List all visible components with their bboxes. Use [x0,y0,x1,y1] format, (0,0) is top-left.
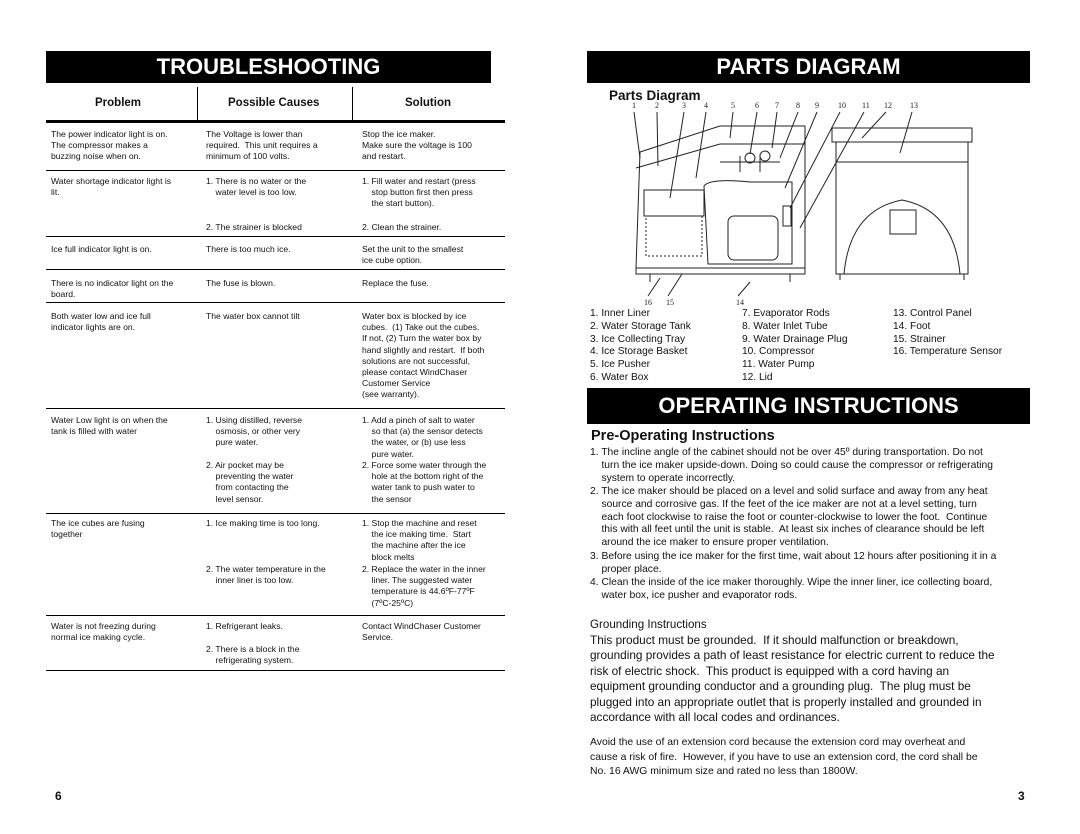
grounding-title: Grounding Instructions [590,618,707,631]
part-item: 11. Water Pump [742,359,815,371]
callout-label: 2 [655,101,659,110]
table-cell-cause: 1. Using distilled, reverse osmosis, or other very pure water. [206,415,303,448]
table-cell-solution: Stop the ice maker. Make sure the voltage is 100 and restart. [362,129,472,162]
part-item: 5. Ice Pusher [590,359,651,371]
parts-list-col2 [742,308,848,385]
callout-label: 5 [731,101,735,110]
part-item: 8. Water Inlet Tube [742,320,828,332]
part-item: 7. Evaporator Rods [742,308,830,319]
table-cell-cause: The fuse is blown. [206,278,276,288]
table-cell-solution: 1. Stop the machine and reset the ice making time. Start the machine after the ice block melts [362,518,477,562]
row-separator [46,670,505,671]
table-cell-problem: There is no indicator light on the board. [51,278,174,300]
parts-list-col3 [893,308,1002,359]
grounding-text: This product must be grounded. If it should malfunction or breakdown, grounding provides a path of least resistance for electric current to reduce the risk of electric shock. This product is equipped with a cord having an equipment grounding conductor and a grounding plug. The plug must be plugged into an appropriate outlet that is properly installed and grounded in accordance with all local codes and ordinances. [590,633,995,725]
extension-cord-text: Avoid the use of an extension cord because the extension cord may overheat and cause a risk of fire. However, if you have to use an extension cord, the cord shall be No. 16 AWG minimum size and rated no less than 1800W. [590,737,978,778]
part-item: 3. Ice Collecting Tray [590,333,686,345]
callout-label: 7 [775,101,779,110]
pre-op-item: 2. The ice maker should be placed on a level and solid surface and away from any heat source and corrosive gas. If the feet of the ice maker are not at a level setting, turn each foot clockwise to raise the foot or counter-clockwise to lower the foot. Continue this with all feet until the unit is stable. At least six inches of clearance should be left around the ice maker to ensure proper ventilation. [590,486,988,549]
table-cell-cause: 2. The strainer is blocked [206,222,302,232]
parts-diagram-title: Parts Diagram [609,88,701,103]
callout-label: 11 [862,101,870,110]
part-item: 2. Water Storage Tank [590,320,691,332]
callout-label: 9 [815,101,819,110]
part-item: 1. Inner Liner [590,308,651,319]
table-cell-solution: Water box is blocked by ice cubes. (1) Take out the cubes. If not, (2) Turn the water box by hand slightly and restart. If both solutions are not successful, please contact WindChaser Customer Service (see warranty). [362,311,485,400]
table-cell-solution: 2. Replace the water in the inner liner. The suggested water temperature is 44.6ºF-77ºF (7ºC-25ºC) [362,564,486,608]
row-separator [46,236,505,237]
table-cell-cause: There is too much ice. [206,244,291,254]
table-cell-solution: Set the unit to the smallest ice cube option. [362,244,464,266]
ice-maker-parts-illustration [600,98,1020,310]
troubleshooting-banner: TROUBLESHOOTING [46,51,491,83]
pre-op-item: 3. Before using the ice maker for the first time, wait about 12 hours after positioning it in a proper place. [590,551,997,575]
table-cell-cause: 2. Air pocket may be preventing the water from contacting the level sensor. [206,460,294,504]
header-rule [46,120,505,123]
header-possible-causes: Possible Causes [228,97,320,109]
callout-label: 14 [736,298,744,307]
operating-instructions-banner: OPERATING INSTRUCTIONS [587,388,1030,424]
part-item: 10. Compressor [742,346,815,358]
table-cell-problem: The power indicator light is on. The compressor makes a buzzing noise when on. [51,129,168,162]
row-separator [46,170,505,171]
pre-operating-title: Pre-Operating Instructions [591,428,775,444]
callout-label: 3 [682,101,686,110]
header-divider-1 [197,87,198,123]
table-cell-problem: Water is not freezing during normal ice making cycle. [51,621,156,643]
part-item: 4. Ice Storage Basket [590,346,688,358]
table-cell-problem: Ice full indicator light is on. [51,244,152,254]
part-item: 16. Temperature Sensor [893,346,1003,358]
pre-op-item: 4. Clean the inside of the ice maker thoroughly. Wipe the inner liner, ice collecting board, water box, ice pusher and evaporator rods. [590,577,993,601]
table-cell-cause: 2. There is a block in the refrigerating system. [206,644,300,666]
table-cell-solution: 2. Force some water through the hole at the bottom right of the water tank to push water to the sensor [362,460,487,504]
callout-label: 1 [632,101,636,110]
table-cell-cause: The Voltage is lower than required. This unit requires a minimum of 100 volts. [206,129,318,162]
table-cell-solution: Replace the fuse. [362,278,429,288]
parts-list-col1 [590,308,691,385]
table-cell-solution: 1. Fill water and restart (press stop button first then press the start button). [362,176,476,209]
table-cell-cause: 1. Ice making time is too long. [206,518,320,528]
callout-label: 12 [884,101,892,110]
callout-label: 15 [666,298,674,307]
part-item: 9. Water Drainage Plug [742,333,848,345]
table-cell-problem: The ice cubes are fusing together [51,518,145,540]
callout-label: 8 [796,101,800,110]
table-cell-cause: The water box cannot tilt [206,311,300,321]
part-item: 13. Control Panel [893,308,972,319]
callout-label: 16 [644,298,652,307]
table-cell-problem: Water shortage indicator light is lit. [51,176,172,198]
page-number-left: 6 [55,789,62,803]
part-item: 6. Water Box [590,371,649,383]
header-divider-2 [352,87,353,123]
row-separator [46,615,505,616]
row-separator [46,302,505,303]
table-cell-solution: Contact WindChaser Customer Service. [362,621,481,643]
header-solution: Solution [405,97,451,109]
callout-label: 10 [838,101,846,110]
row-separator [46,513,505,514]
table-cell-solution: 2. Clean the strainer. [362,222,442,232]
callout-label: 13 [910,101,918,110]
table-cell-solution: 1. Add a pinch of salt to water so that (a) the sensor detects the water, or (b) use less pure water. [362,415,483,459]
table-cell-problem: Water Low light is on when the tank is filled with water [51,415,168,437]
callout-label: 4 [704,101,708,110]
page-number-right: 3 [1018,789,1025,803]
header-problem: Problem [95,97,142,109]
table-cell-cause: 2. The water temperature in the inner liner is too low. [206,564,326,586]
parts-diagram-banner: PARTS DIAGRAM [587,51,1030,83]
part-item: 15. Strainer [893,333,946,345]
table-cell-problem: Both water low and ice full indicator lights are on. [51,311,151,333]
table-cell-cause: 1. There is no water or the water level is too low. [206,176,307,198]
part-item: 14. Foot [893,320,931,332]
part-item: 12. Lid [742,371,773,383]
callout-label: 6 [755,101,759,110]
table-cell-cause: 1. Refrigerant leaks. [206,621,283,631]
pre-op-item: 1. The incline angle of the cabinet should not be over 45º during transportation. Do not turn the ice maker upside-down. Doing so could cause the compressor or refrigerating system to operate incorrectly. [590,447,993,484]
row-separator [46,269,505,270]
row-separator [46,408,505,409]
